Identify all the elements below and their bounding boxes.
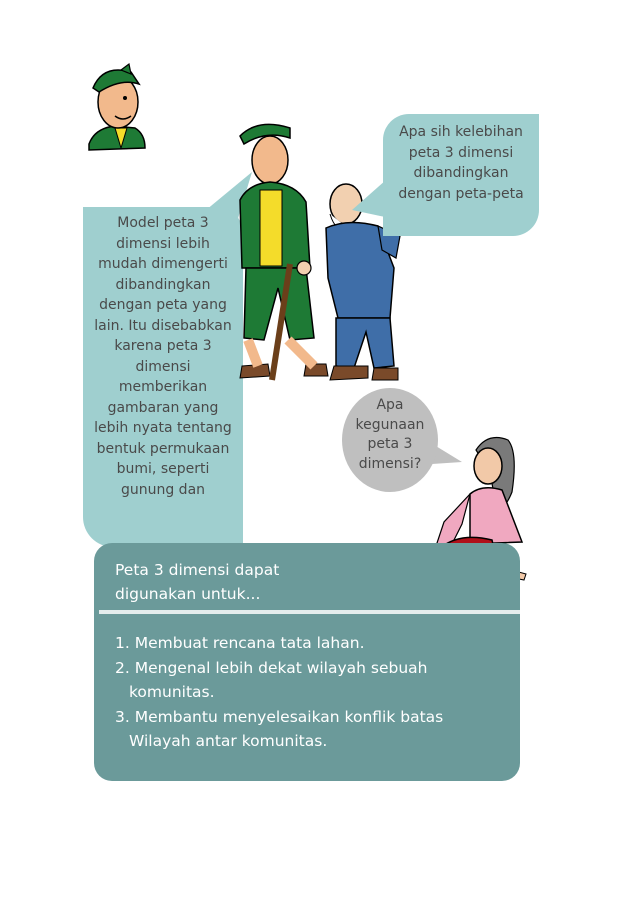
boy-portrait-illustration [85,62,155,154]
info-heading: Peta 3 dimensi dapat digunakan untuk... [115,561,280,603]
men-walking-illustration [218,118,408,388]
info-divider [99,610,520,614]
list-item: 1. Membuat rencana tata lahan. [115,634,365,652]
info-box [94,543,520,781]
speech-bubble-top-right: Apa sih kelebihan peta 3 dimensi dibandingkan dengan peta-peta [383,114,539,236]
speech-bubble-question: Apa kegunaan peta 3 dimensi? [342,388,438,492]
info-list [115,631,443,754]
list-item: 3. Membantu menyelesaikan konflik batas Wilayah antar komunitas. [115,707,444,750]
list-item: 2. Mengenal lebih dekat wilayah sebuah komunitas. [115,658,428,701]
speech-bubble-left: Model peta 3 dimensi lebih mudah dimengerti dibandingkan dengan peta yang lain. Itu disebabkan karena peta 3 dimensi memberikan gambaran yang lebih nyata tentang bentuk permukaan bumi, seperti gunung dan [83,207,243,547]
